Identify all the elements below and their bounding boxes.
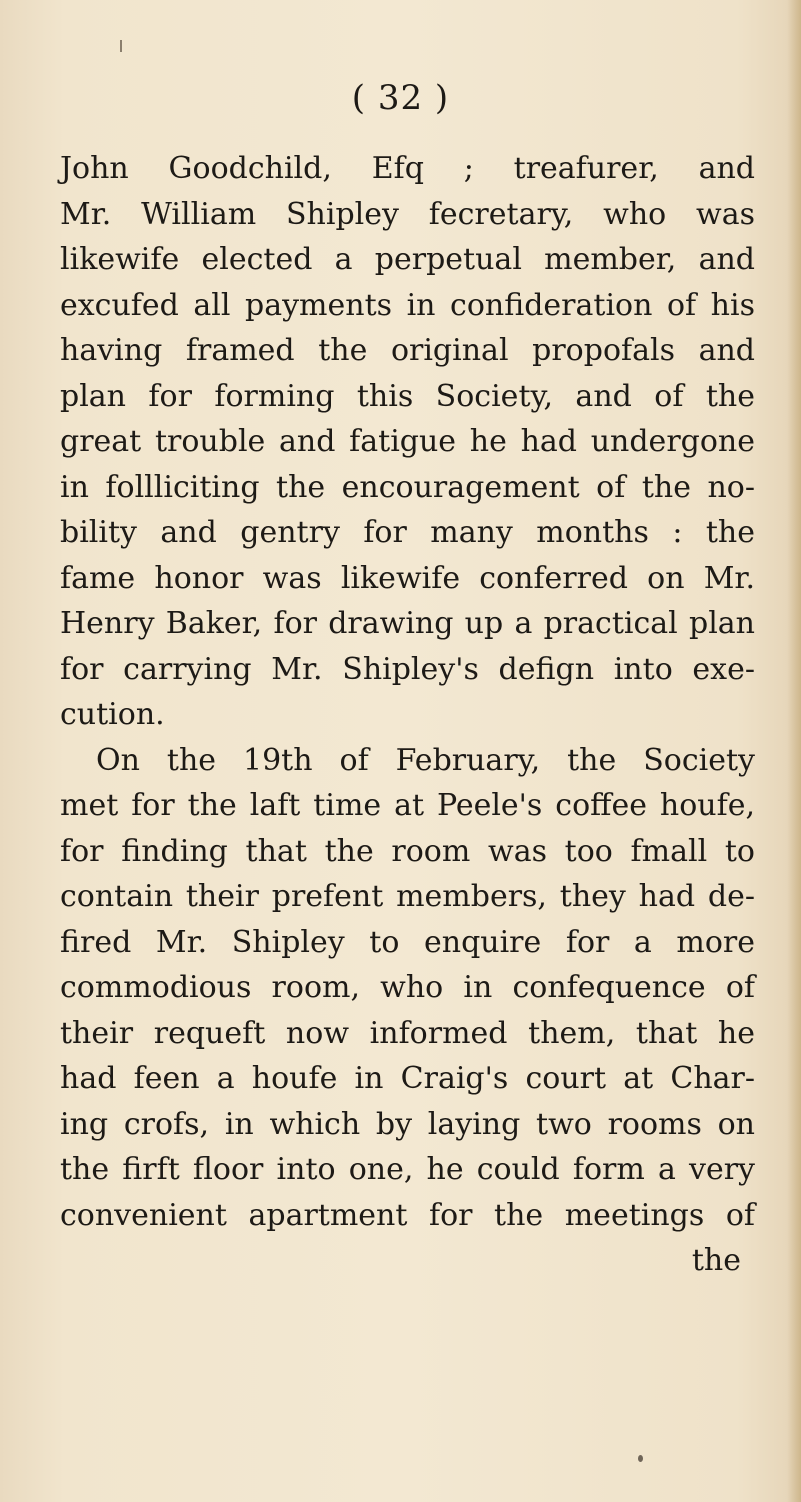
catchword: the	[691, 1243, 741, 1278]
text-line: the firft floor into one, he could form a very	[60, 1152, 755, 1187]
text-line: plan for forming this Society, and of the	[60, 378, 755, 414]
text-line: cution.	[60, 697, 165, 732]
text-line: commodious room, who in confequence of	[60, 970, 755, 1005]
text-line: ing crofs, in which by laying two rooms on	[60, 1106, 755, 1142]
text-line: great trouble and fatigue he had undergone	[60, 424, 755, 459]
paragraph-start-line: On the 19th of February, the Society	[96, 742, 755, 778]
text-line: fame honor was likewife conferred on Mr.	[60, 560, 755, 596]
text-line: in follliciting the encouragement of the no-	[60, 469, 755, 505]
text-line: John Goodchild, Efq ; treafurer, and	[60, 151, 755, 186]
text-line: bility and gentry for many months : the	[60, 515, 755, 550]
page-edge-shadow	[787, 0, 801, 1502]
text-line: contain their prefent members, they had de-	[60, 879, 755, 914]
text-line: likewife elected a perpetual member, and	[60, 242, 755, 277]
body-text	[60, 146, 755, 1284]
text-line: met for the laft time at Peele's coffee houfe,	[60, 788, 755, 823]
margin-mark	[120, 40, 122, 52]
page-number: ( 32 )	[351, 78, 450, 118]
text-line: excufed all payments in confideration of his	[60, 287, 755, 323]
text-line: for carrying Mr. Shipley's defign into exe-	[60, 651, 755, 687]
text-line: having framed the original propofals and	[60, 333, 755, 368]
text-line: fired Mr. Shipley to enquire for a more	[60, 924, 755, 960]
text-line: their requeft now informed them, that he	[60, 1015, 755, 1051]
text-line: convenient apartment for the meetings of	[60, 1197, 755, 1233]
text-line: Mr. William Shipley fecretary, who was	[60, 196, 755, 232]
text-line: Henry Baker, for drawing up a practical plan	[60, 606, 755, 641]
text-line: for finding that the room was too fmall to	[60, 833, 755, 869]
text-line: had feen a houfe in Craig's court at Char-	[60, 1061, 755, 1096]
ink-speck	[638, 1455, 643, 1462]
